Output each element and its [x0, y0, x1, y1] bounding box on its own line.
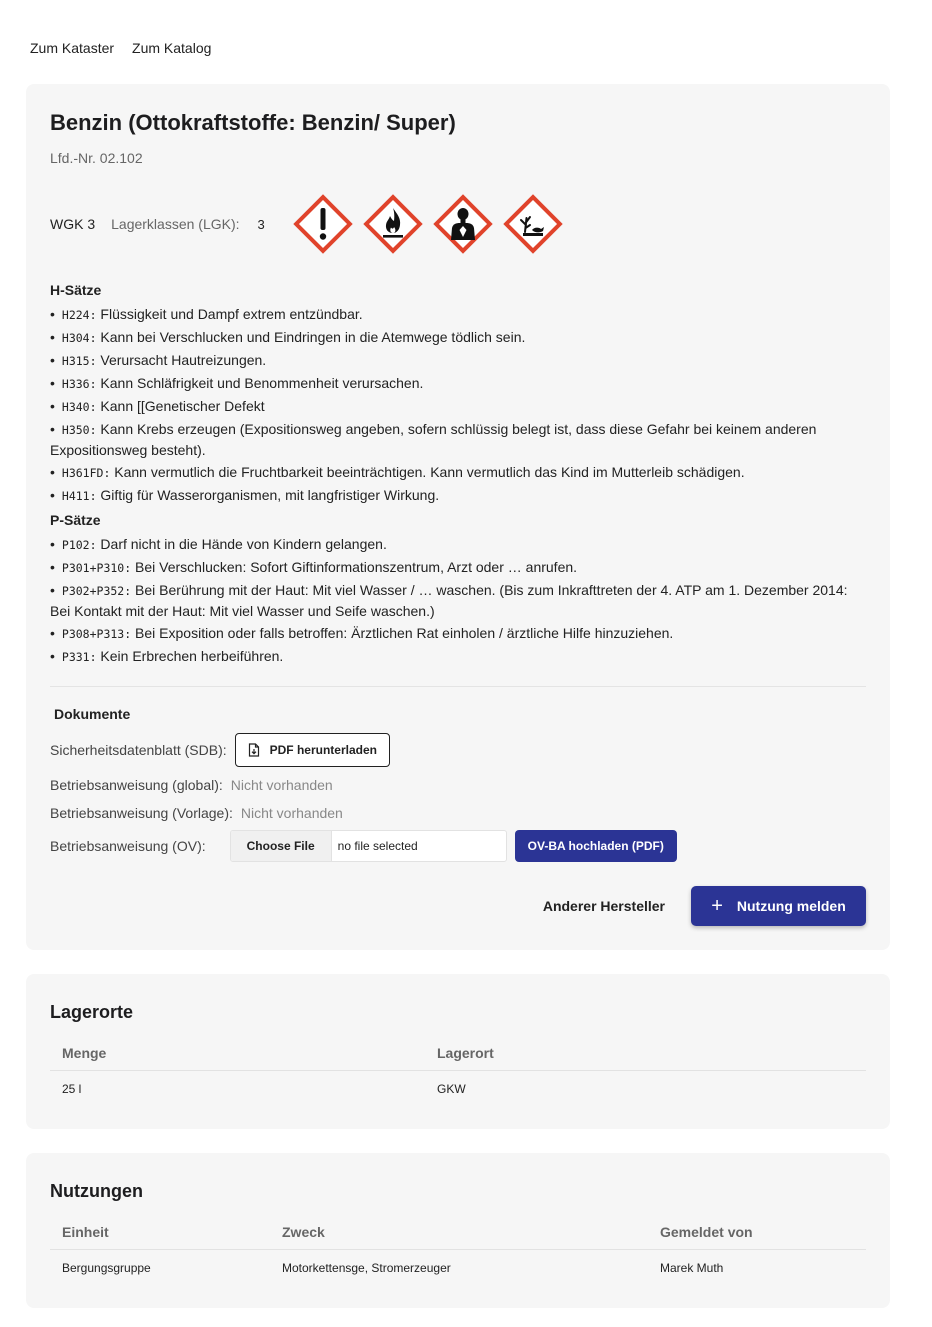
report-usage-label: Nutzung melden	[736, 898, 846, 914]
plus-icon: +	[711, 895, 723, 917]
list-item: • H361FD: Kann vermutlich die Fruchtbarkeit beeinträchtigen. Kann vermutlich das Kind im Mutterleib schädigen.	[50, 462, 868, 483]
ba-ov-row	[50, 830, 677, 862]
report-usage-button[interactable]	[691, 886, 866, 926]
other-manufacturer-button[interactable]: Anderer Hersteller	[542, 898, 665, 914]
card-actions	[543, 886, 866, 926]
column-header: Zweck	[270, 1215, 648, 1250]
nutzungen-table	[50, 1215, 866, 1286]
ba-global-row	[50, 774, 333, 796]
sdb-label: Sicherheitsdatenblatt (SDB):	[50, 742, 227, 758]
table-cell: 25 l	[62, 1082, 82, 1096]
list-item: • H340: Kann [[Genetischer Defekt	[50, 396, 868, 417]
documents-heading: Dokumente	[54, 706, 131, 722]
list-item: • P301+P310: Bei Verschlucken: Sofort Giftinformationszentrum, Arzt oder … anrufen.	[50, 557, 868, 578]
wgk-value: WGK 3	[50, 216, 96, 232]
list-item: • H350: Kann Krebs erzeugen (Expositionsweg angeben, sofern schlüssig belegt ist, dass diese Gefahr bei keinem anderen Expositionsweg besteht).	[50, 419, 868, 460]
nutzungen-card	[26, 1153, 890, 1308]
table-cell: GKW	[437, 1082, 466, 1096]
h-saetze-heading: H-Sätze	[50, 282, 102, 298]
list-item: • P331: Kein Erbrechen herbeiführen.	[50, 646, 868, 667]
link-kataster[interactable]: Zum Kataster	[30, 40, 115, 56]
list-item: • P302+P352: Bei Berührung mit der Haut: Mit viel Wasser / … waschen. (Bis zum Inkrafttreten der 4. ATP am 1. Dezember 2014: Bei Kontakt mit der Haut: Mit viel Wasser und Seife waschen.)	[50, 580, 868, 621]
top-navigation	[30, 40, 211, 56]
pdf-download-label: PDF herunterladen	[269, 743, 377, 757]
column-header: Lagerort	[425, 1036, 866, 1071]
substance-title: Benzin (Ottokraftstoffe: Benzin/ Super)	[50, 110, 456, 135]
environment-icon	[501, 192, 565, 256]
table-header-row	[50, 1036, 866, 1071]
p-saetze-list	[50, 534, 868, 669]
choose-file-button[interactable]: Choose File	[231, 831, 332, 861]
table-cell: Bergungsgruppe	[62, 1261, 151, 1275]
nutzungen-title: Nutzungen	[50, 1181, 143, 1201]
list-item: • H304: Kann bei Verschlucken und Eindringen in die Atemwege tödlich sein.	[50, 327, 868, 348]
file-input[interactable]	[230, 830, 507, 862]
file-name: no file selected	[337, 839, 418, 853]
table-cell: Marek Muth	[660, 1261, 724, 1275]
lagerorte-card	[26, 974, 890, 1129]
list-item: • P308+P313: Bei Exposition oder falls betroffen: Ärztlichen Rat einholen / ärztliche Hilfe hinzuziehen.	[50, 623, 868, 644]
table-row	[50, 1071, 866, 1108]
divider	[50, 686, 866, 687]
ghs-pictograms	[291, 192, 565, 256]
column-header: Gemeldet von	[648, 1215, 866, 1250]
classification-row	[50, 192, 565, 256]
ba-vorlage-value: Nicht vorhanden	[240, 805, 343, 821]
substance-card	[26, 84, 890, 950]
table-row	[50, 1250, 866, 1287]
upload-ov-ba-button[interactable]: OV-BA hochladen (PDF)	[515, 830, 677, 862]
column-header: Menge	[50, 1036, 425, 1071]
lfd-nr: Lfd.-Nr. 02.102	[50, 150, 143, 166]
list-item: • H224: Flüssigkeit und Dampf extrem entzündbar.	[50, 304, 868, 325]
table-header-row	[50, 1215, 866, 1250]
lgk-value: 3	[257, 216, 265, 232]
link-katalog[interactable]: Zum Katalog	[132, 40, 212, 56]
table-cell: Motorkettensge, Stromerzeuger	[282, 1261, 451, 1275]
lagerorte-table	[50, 1036, 866, 1107]
ba-global-label: Betriebsanweisung (global):	[50, 777, 223, 793]
lagerorte-title: Lagerorte	[50, 1002, 134, 1022]
list-item: • H336: Kann Schläfrigkeit und Benommenheit verursachen.	[50, 373, 868, 394]
list-item: • H315: Verursacht Hautreizungen.	[50, 350, 868, 371]
sdb-row	[50, 734, 390, 766]
h-saetze-list	[50, 304, 868, 508]
pdf-download-button[interactable]	[235, 733, 390, 767]
exclamation-mark-icon	[291, 192, 355, 256]
p-saetze-heading: P-Sätze	[50, 512, 101, 528]
list-item: • P102: Darf nicht in die Hände von Kindern gelangen.	[50, 534, 868, 555]
file-download-icon	[248, 743, 260, 757]
list-item: • H411: Giftig für Wasserorganismen, mit langfristiger Wirkung.	[50, 485, 868, 506]
ba-vorlage-row	[50, 802, 343, 824]
lgk-label: Lagerklassen (LGK):	[111, 216, 240, 232]
column-header: Einheit	[50, 1215, 270, 1250]
ba-global-value: Nicht vorhanden	[230, 777, 333, 793]
ba-vorlage-label: Betriebsanweisung (Vorlage):	[50, 805, 233, 821]
health-hazard-icon	[431, 192, 495, 256]
ba-ov-label: Betriebsanweisung (OV):	[50, 838, 206, 854]
flame-icon	[361, 192, 425, 256]
